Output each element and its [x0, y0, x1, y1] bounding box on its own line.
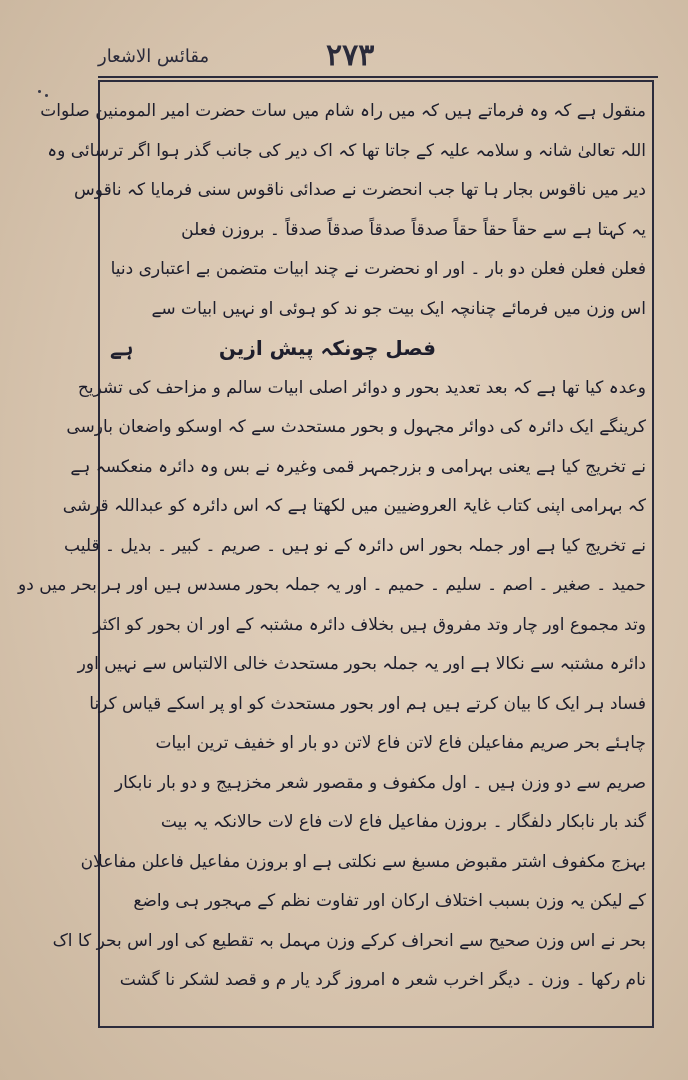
- section-heading: فصل چونکہ پیش ازین: [218, 336, 436, 360]
- text-line: اس وزن میں فرمائے چنانچہ ایک بیت جو ند کو ہوئی او نہیں ابیات سے: [151, 298, 646, 319]
- text-line: اللہ تعالیٰ شانہ و سلامہ علیہ کے جاتا تھا کہ اک دیر کی جانب گذر ہوا اگر ترسائی وہ: [47, 140, 646, 161]
- text-line: نے تخریج کیا ہے اور جملہ بحور اس دائرہ کے نو ہیں ۔ صریم ۔ کبیر ۔ بدیل ۔ قلیب: [64, 535, 646, 556]
- text-line: دائرہ مشتبہ سے نکالا ہے اور یہ جملہ بحور مستحدث خالی الالتباس سے نہیں اور: [77, 654, 646, 674]
- text-line: چاہئے بحر صریم مفاعیلن فاع لاتن فاع لاتن دو بار او خفیف ترین ابیات: [155, 733, 646, 753]
- text-line: کہ بہرامی اپنی کتاب غایۃ العروضیین میں لکھتا ہے کہ اس دائرہ کو عبداللہ قرشی: [62, 496, 646, 516]
- text-line: فعلن فعلن فعلن دو بار ۔ اور او نحضرت نے چند ابیات متضمن بے اعتباری دنیا: [110, 259, 646, 279]
- text-line: یہ کہتا ہے سے حقاً حقاً حقاً صدقاً صدقاً صدقاً صدقاً ۔ بروزن فعلن: [181, 219, 646, 240]
- text-line: دیر میں ناقوس بجار ہا تھا جب انحضرت نے صدائی ناقوس سنی فرمایا کہ ناقوس: [74, 180, 646, 200]
- text-line: حمید ۔ صغیر ۔ اصم ۔ سلیم ۔ حمیم ۔ اور یہ جملہ بحور مسدس ہیں اور ہر بحر میں دو: [18, 575, 646, 595]
- text-line: وعدہ کیا تھا ہے کہ بعد تعدید بحور و دوائر اصلی ابیات سالم و مزاحف کی تشریح: [77, 377, 646, 398]
- marginal-word: ہے: [110, 336, 134, 360]
- header-rule: [98, 76, 658, 78]
- text-line: نے تخریج کیا ہے یعنی بہرامی و بزرجمہر قمی وغیرہ نے بس وہ دائرہ منعکسہ ہے: [70, 456, 646, 477]
- text-block: [18, 92, 646, 1001]
- page-header: [98, 38, 658, 78]
- text-line: کے لیکن یہ وزن بسبب اختلاف ارکان اور تفاوت نظم کے مہجور ہی واضع: [133, 891, 646, 911]
- text-line: گند بار نابکار دلفگار ۔ بروزن مفاعیل فاع لات فاع لات حالانکہ یہ بیت: [160, 812, 646, 832]
- text-line: نام رکھا ۔ وزن ۔ دیگر اخرب شعر ہ امروز گرد یار م و قصد لشکر نا گشت: [119, 970, 646, 990]
- page-number: ۲۷۳: [326, 38, 375, 73]
- text-line: بحر نے اس وزن صحیح سے انحراف کرکے وزن مہمل بہ تقطیع کی اور اس بحر کا اک: [52, 930, 646, 951]
- text-line: صریم سے دو وزن ہیں ۔ اول مکفوف و مقصور شعر مخزہیج و دو بار نابکار: [114, 772, 646, 793]
- text-line: کرینگے ایک دائرہ کی دوائر مجہول و بحور مستحدث سے کہ اوسکو واضعان بارسی: [66, 417, 646, 437]
- text-line: وتد مجموع اور چار وتد مفروق ہیں بخلاف دائرہ مشتبہ کے اور ان بحور کو اکثر: [93, 614, 646, 635]
- text-line: بہزج مکفوف اشتر مقبوض مسبغ سے نکلتی ہے او بروزن مفاعیل فاعلن مفاعلان: [80, 851, 646, 872]
- section-heading-line: [110, 329, 646, 369]
- text-line: فساد ہر ایک کا بیان کرتے ہیں ہم اور بحور مستحدث کو او پر اسکے قیاس کرنا: [89, 693, 646, 714]
- running-title: مقائس الاشعار: [98, 46, 210, 67]
- text-line: منقول ہے کہ وہ فرماتے ہیں کہ میں راہ شام میں سات حضرت امیر المومنین صلوات: [40, 101, 646, 121]
